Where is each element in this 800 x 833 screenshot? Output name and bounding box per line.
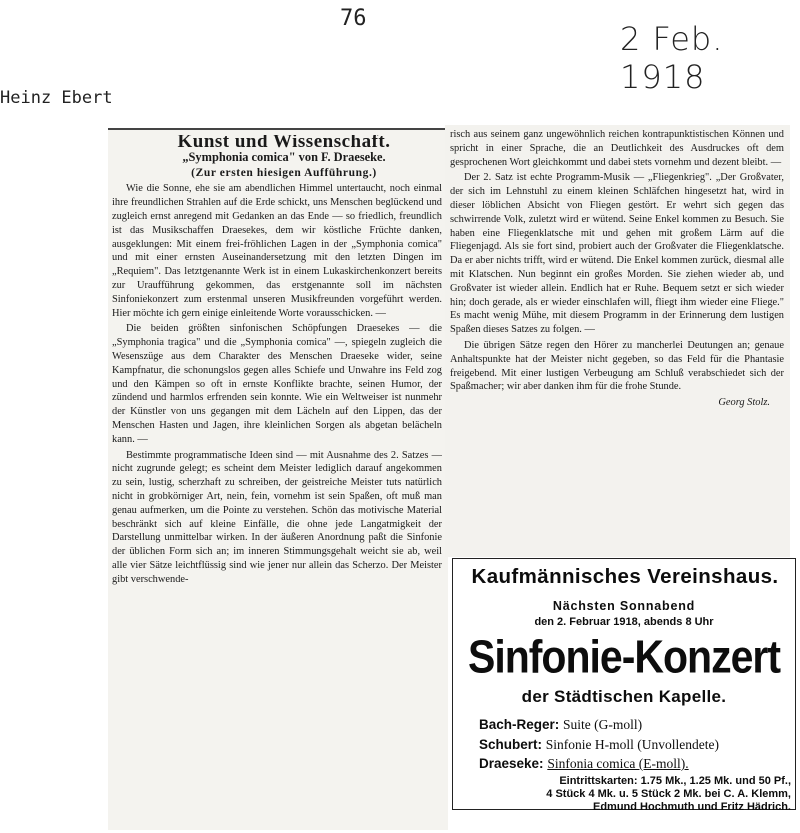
article-paragraph: risch aus seinem ganz ungewöhnlich reichen kontrapunktistischen Können und spricht in einer Sprache, die an Deutlichkeit des Ausdruckes oft dem gesprochenen Wort gleichkommt und dabei stets vornehm und dezent bleibt. — (450, 129, 784, 168)
ad-concert-title: Sinfonie-Konzert (468, 631, 780, 683)
program-work: Sinfonia comica (E-moll). (547, 756, 689, 771)
article-paragraph: Bestimmte programmatische Ideen sind — mit Ausnahme des 2. Satzes — nicht zugrunde gelegt; es scheint dem Meister lediglich darauf angekommen zu sein, lustig, scherzhaft zu schreiben, der geistreiche Meister tuts natürlich nicht in grobkörniger Art, nein, fein, vornehm ist sein Spaßen, oft muß man genau aufmerken, um die Pointe zu verstehen. Schön das motivische Material beschränkt sich auf kleine Einfälle, die ohne jede Langatmigkeit der Darstellung unmittelbar wirken. In der äußeren Anordnung paßt die Sinfonie der üblichen Form sich an; im inneren Stimmungsgehalt weicht sie ab, weil alle vier Sätze leichtflüssig sind wie jener nur allein das Scherzo. Der Meister gibt verschwende- (112, 449, 442, 585)
ad-prices (459, 775, 791, 814)
handwritten-date: 2 Feb. 1918 (620, 20, 724, 96)
author-annotation: Heinz Ebert (0, 88, 113, 108)
article-column-right (450, 128, 784, 548)
program-composer: Schubert: (479, 737, 543, 752)
article-subtitle: „Symphonia comica" von F. Draeseke. (182, 149, 386, 164)
article-paragraph: Die beiden größten sinfonischen Schöpfungen Draesekes — die „Symphonia tragica" und die „Symphonia comica" —, spiegeln zugleich die Wesenszüge aus dem Charakter des Menschen Draeseke wider, seine Kampfnatur, die schonungslos gegen alles Schiefe und Unwahre ins Feld zog und den Kämpen so oft in ernste Konflikte brachte, seinen Humor, der zündend und harmlos erfrenden sein konnte. Wie ein Weltweiser ist nunmehr der Künstler von uns gegangen mit dem Lächeln auf den Lippen, das der Menschen Hasten und Jagen, ihre kleinlichen Sorgen als abgetan belächeln kann. — (112, 323, 442, 445)
ad-orchestra: der Städtischen Kapelle. (521, 687, 727, 706)
concert-advertisement (452, 558, 796, 813)
article-signature: Georg Stolz. (718, 397, 770, 409)
ad-date-line: den 2. Februar 1918, abends 8 Uhr (534, 616, 714, 628)
article-paragraph: Der 2. Satz ist echte Programm-Musik — „Fliegenkrieg". „Der Großvater, der sich im Lehnstuhl zu einem kleinen Schläfchen hingesetzt hat, wird in dieser löblichen Absicht von Fliegen gestört. Er wehrt sich gegen das schwirrende Volk, zuletzt wird er wütend. Seine Enkel kommen zu Besuch. Sie haben eine Fliegenklatsche mit und gehen mit großem Lärm auf die Fliegenjagd. Als sie fort sind, probiert auch der Großvater die Fliegenklatsche. Da er aber nichts trifft, wird er wütend. Die Enkel kommen zurück, diesmal alle mit Klatschen. Nun beginnt ein großes Morden. Sie ziehen wieder ab, und Großvater ist wieder allein. Endlich hat er Ruhe. Bequem setzt er sich wieder hin; doch gerade, als er wieder einschlafen will, fliegt ihm wieder eine Fliege." Es macht wenig Mühe, mit diesem Programm in der Erinnerung dem lustigen Spaßen dieses Satzes zu folgen. — (450, 172, 784, 336)
article-paragraph: Wie die Sonne, ehe sie am abendlichen Himmel untertaucht, noch einmal ihre freundlichen Strahlen auf die Erde schickt, uns Menschen beglückend und zugleich ernst anregend mit Gedanken an das Ende — so friedlich, freundlich ist das Musikschaffen Draesekes, dem wir köstliche Früchte danken, ausgeklungen: Mit einem frei-fröhlichen Lagen in der „Symphonia comica" und mit einer ernsten Auseinandersetzung mit den letzten Dingen im „Requiem". Das letztgenannte Werk ist in einem Lukaskirchenkonzert bereits zur Uraufführung gekommen, das erstgenannte soll im nächsten Sinfoniekonzert zum erstenmal unseren Musikfreunden vorgeführt werden. Hier möchte ich gern einige einleitende Worte vorausschicken. — (112, 183, 442, 319)
program-item (479, 717, 642, 733)
article-column-left (112, 135, 442, 825)
article-subtitle-note: (Zur ersten hiesigen Aufführung.) (191, 166, 377, 179)
program-work: Sinfonie H-moll (Unvollendete) (545, 737, 719, 752)
article-paragraph: Die übrigen Sätze regen den Hörer zu mancherlei Deutungen an; genaue Anhaltspunkte hat der Meister nicht gegeben, so das Feld für die Phantasie freigebend. Mit einer lustigen Verbeugung am Schluß verabschiedet sich der Spaßmacher; wir aber danken ihm für die frohe Stunde. (450, 339, 784, 393)
program-item (479, 737, 719, 753)
ad-price-line: Eintrittskarten: 1.75 Mk., 1.25 Mk. und 50 Pf., (559, 775, 791, 787)
program-composer: Draeseke: (479, 756, 544, 771)
program-work: Suite (G-moll) (563, 717, 643, 732)
article-headline: Kunst und Wissenschaft. (177, 135, 391, 152)
ad-price-line: 4 Stück 4 Mk. u. 5 Stück 2 Mk. bei C. A. Klemm, (546, 788, 791, 800)
program-item (479, 756, 689, 772)
program-composer: Bach-Reger: (479, 717, 560, 732)
ad-next-day: Nächsten Sonnabend (552, 599, 696, 613)
page-number: 76 (340, 6, 367, 31)
ad-venue-title: Kaufmännisches Vereinshaus. (471, 565, 779, 588)
ad-price-line: Edmund Hochmuth und Fritz Hädrich. (593, 801, 791, 813)
